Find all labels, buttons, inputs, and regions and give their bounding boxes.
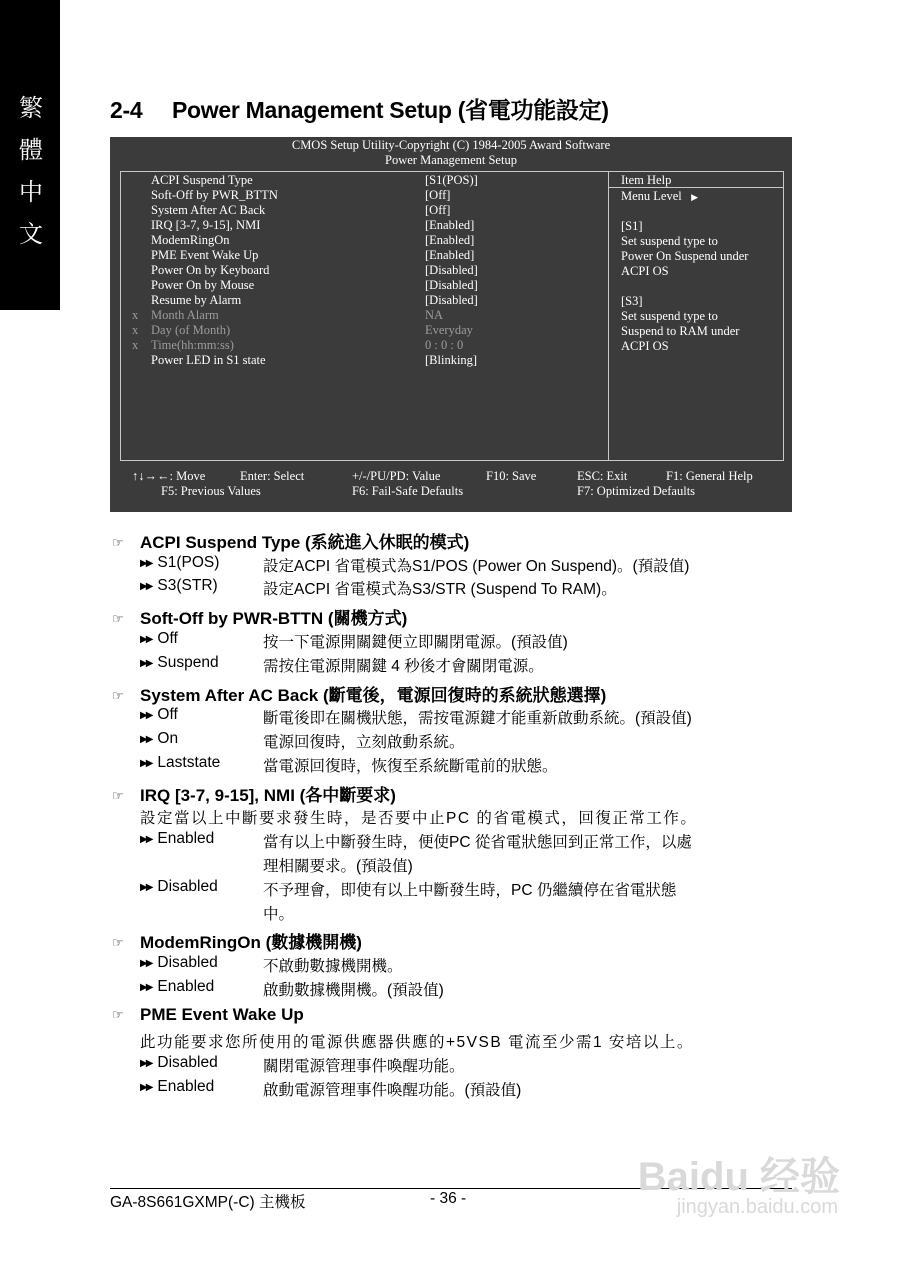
option-desc: 設定ACPI 省電模式為S3/STR (Suspend To RAM)。 <box>263 581 617 598</box>
option-desc: 需按住電源開關鍵 4 秒後才會關閉電源。 <box>263 658 544 675</box>
section-pme: ☞ PME Event Wake Up <box>112 1005 304 1024</box>
footer-model: GA-8S661GXMP(-C) 主機板 <box>110 1194 306 1211</box>
irq-intro: 設定當以上中斷要求發生時，是否要中止PC 的省電模式，回復正常工作。 <box>140 810 698 827</box>
bios-row-value[interactable]: [Blinking] <box>425 353 478 367</box>
option-desc: 設定ACPI 省電模式為S1/POS (Power On Suspend)。(預設值) <box>263 558 690 575</box>
bios-row-label[interactable]: Soft-Off by PWR_BTTN <box>151 188 278 202</box>
bios-row-marker: x <box>132 338 139 352</box>
menu-level: Menu Level ▶ <box>621 189 699 203</box>
bios-row-label[interactable]: Time(hh:mm:ss) <box>151 338 234 352</box>
bios-row-marker: x <box>132 308 139 322</box>
double-arrow-icon: ▶▶ <box>140 758 152 769</box>
bios-row-value[interactable]: [Enabled] <box>425 248 475 262</box>
footer-select: Enter: Select <box>240 469 305 483</box>
item-help-line: [S1] <box>621 219 643 233</box>
option-name: ▶▶ S1(POS) <box>140 554 220 571</box>
option-name: ▶▶ S3(STR) <box>140 577 218 594</box>
bios-row-value[interactable]: [Disabled] <box>425 263 478 277</box>
option-name: ▶▶ Enabled <box>140 1078 215 1095</box>
double-arrow-icon: ▶▶ <box>140 834 152 845</box>
option-desc: 關閉電源管理事件喚醒功能。 <box>263 1058 465 1075</box>
option-desc: 當電源回復時，恢復至系統斷電前的狀態。 <box>263 758 558 775</box>
section-modem: ☞ ModemRingOn (數據機開機) <box>112 933 362 952</box>
bios-row-label[interactable]: Day (of Month) <box>151 323 231 337</box>
double-arrow-icon: ▶▶ <box>140 1058 152 1069</box>
bios-row-marker: x <box>132 323 139 337</box>
double-arrow-icon: ▶▶ <box>140 958 152 969</box>
pointing-hand-icon: ☞ <box>112 611 124 626</box>
double-arrow-icon: ▶▶ <box>140 558 152 569</box>
double-arrow-icon: ▶▶ <box>140 581 152 592</box>
section-number: 2-4 <box>110 97 143 123</box>
side-tab-char: 中 <box>19 178 43 206</box>
bios-row-value[interactable]: [Disabled] <box>425 278 478 292</box>
footer-exit: ESC: Exit <box>577 469 628 483</box>
bios-row-value[interactable]: NA <box>425 308 444 322</box>
bios-row-label[interactable]: Power On by Keyboard <box>151 263 270 277</box>
item-help-title: Item Help <box>621 173 672 187</box>
bios-row-label[interactable]: Resume by Alarm <box>151 293 242 307</box>
language-side-tab <box>0 0 60 310</box>
option-desc: 電源回復時，立刻啟動系統。 <box>263 734 465 751</box>
item-help-line: Set suspend type to <box>621 309 718 323</box>
option-name: ▶▶ Laststate <box>140 754 221 771</box>
option-desc: 當有以上中斷發生時，便使PC 從省電狀態回到正常工作，以處 <box>263 834 692 851</box>
bios-row-label[interactable]: ACPI Suspend Type <box>151 173 253 187</box>
bios-row-label[interactable]: System After AC Back <box>151 203 266 217</box>
side-tab-char: 體 <box>19 136 43 164</box>
triangle-right-icon: ▶ <box>691 192 699 202</box>
option-name: ▶▶ On <box>140 730 179 747</box>
section-acpi: ☞ ACPI Suspend Type (系統進入休眠的模式) <box>112 533 470 552</box>
pointing-hand-icon: ☞ <box>112 788 124 803</box>
double-arrow-icon: ▶▶ <box>140 982 152 993</box>
pointing-hand-icon: ☞ <box>112 935 124 950</box>
bios-row-value[interactable]: [Enabled] <box>425 218 475 232</box>
double-arrow-icon: ▶▶ <box>140 634 152 645</box>
footer-value: +/-/PU/PD: Value <box>352 469 441 483</box>
item-help-line: Power On Suspend under <box>621 249 749 263</box>
pme-intro: 此功能要求您所使用的電源供應器供應的+5VSB 電流至少需1 安培以上。 <box>140 1034 694 1051</box>
bios-row-value[interactable]: [Off] <box>425 203 451 217</box>
double-arrow-icon: ▶▶ <box>140 710 152 721</box>
option-name: ▶▶ Enabled <box>140 978 215 995</box>
option-desc: 不啟動數據機開機。 <box>263 958 403 975</box>
footer-failsafe: F6: Fail-Safe Defaults <box>352 484 464 498</box>
item-help-line: ACPI OS <box>621 264 669 278</box>
item-help-line: ACPI OS <box>621 339 669 353</box>
footer-help: F1: General Help <box>666 469 753 483</box>
bios-row-value[interactable]: [Off] <box>425 188 451 202</box>
watermark-url: jingyan.baidu.com <box>676 1196 838 1218</box>
bios-row-label[interactable]: Month Alarm <box>151 308 219 322</box>
section-heading <box>110 92 609 125</box>
option-name: ▶▶ Disabled <box>140 878 218 895</box>
item-help-line: Suspend to RAM under <box>621 324 740 338</box>
bios-row-label[interactable]: PME Event Wake Up <box>151 248 259 262</box>
option-desc: 斷電後即在關機狀態，需按電源鍵才能重新啟動系統。(預設值) <box>263 710 692 727</box>
bios-row-label[interactable]: IRQ [3-7, 9-15], NMI <box>151 218 261 232</box>
pointing-hand-icon: ☞ <box>112 1007 124 1022</box>
bios-subtitle: Power Management Setup <box>385 153 517 167</box>
option-desc: 不予理會，即使有以上中斷發生時，PC 仍繼續停在省電狀態 <box>263 882 677 899</box>
option-name: ▶▶ Disabled <box>140 954 218 971</box>
item-help-line: [S3] <box>621 294 643 308</box>
footer-optimized: F7: Optimized Defaults <box>577 484 696 498</box>
option-desc: 啟動電源管理事件喚醒功能。(預設值) <box>263 1082 522 1099</box>
bios-row-value[interactable]: [S1(POS)] <box>425 173 478 187</box>
option-name: ▶▶ Suspend <box>140 654 219 671</box>
double-arrow-icon: ▶▶ <box>140 1082 152 1093</box>
option-desc: 啟動數據機開機。(預設值) <box>263 982 444 999</box>
section-ac-back: ☞ System After AC Back (斷電後，電源回復時的系統狀態選擇) <box>112 686 607 705</box>
option-name: ▶▶ Disabled <box>140 1054 218 1071</box>
option-desc-cont: 理相關要求。(預設值) <box>263 858 413 875</box>
section-soft-off: ☞ Soft-Off by PWR-BTTN (關機方式) <box>112 609 408 628</box>
bios-divider <box>608 172 609 461</box>
double-arrow-icon: ▶▶ <box>140 734 152 745</box>
side-tab-char: 繁 <box>19 94 43 122</box>
bios-row-label[interactable]: Power LED in S1 state <box>151 353 266 367</box>
section-title: Power Management Setup (省電功能設定) <box>172 97 609 123</box>
option-name: ▶▶ Off <box>140 706 178 723</box>
bios-row-value[interactable]: [Disabled] <box>425 293 478 307</box>
page-number: - 36 - <box>430 1190 467 1207</box>
double-arrow-icon: ▶▶ <box>140 658 152 669</box>
double-arrow-icon: ▶▶ <box>140 882 152 893</box>
option-desc: 按一下電源開關鍵便立即關閉電源。(預設值) <box>263 634 568 651</box>
side-tab-char: 文 <box>19 220 43 248</box>
option-name: ▶▶ Off <box>140 630 178 647</box>
footer-move: ↑↓→←: Move <box>132 469 206 483</box>
footer-save: F10: Save <box>486 469 537 483</box>
watermark-logo: Baidu 经验 <box>637 1155 840 1199</box>
option-name: ▶▶ Enabled <box>140 830 215 847</box>
bios-screen <box>110 137 792 512</box>
bios-row-label[interactable]: ModemRingOn <box>151 233 230 247</box>
option-desc-cont: 中。 <box>263 906 295 923</box>
bios-row-value[interactable]: [Enabled] <box>425 233 475 247</box>
pointing-hand-icon: ☞ <box>112 535 124 550</box>
item-help-line: Set suspend type to <box>621 234 718 248</box>
bios-row-label[interactable]: Power On by Mouse <box>151 278 255 292</box>
section-irq: ☞ IRQ [3-7, 9-15], NMI (各中斷要求) <box>112 786 396 805</box>
footer-prev: F5: Previous Values <box>161 484 261 498</box>
bios-row-value[interactable]: 0 : 0 : 0 <box>425 338 464 352</box>
bios-title: CMOS Setup Utility-Copyright (C) 1984-2005 Award Software <box>291 138 611 152</box>
bios-row-value[interactable]: Everyday <box>425 323 473 337</box>
pointing-hand-icon: ☞ <box>112 688 124 703</box>
